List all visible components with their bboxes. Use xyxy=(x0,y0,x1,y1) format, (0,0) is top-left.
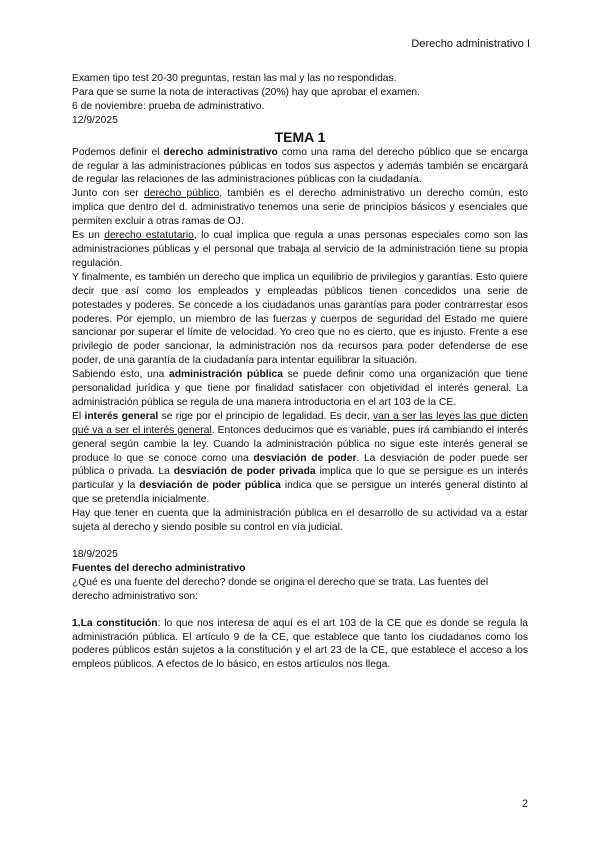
bold-term: desviación de poder xyxy=(253,452,357,464)
paragraph-constitution xyxy=(72,617,528,673)
text-run: El xyxy=(72,410,85,422)
bold-term: administración pública xyxy=(168,369,283,381)
text-run: implica que lo que se persigue es un interés particular y la xyxy=(72,466,528,492)
spacer xyxy=(72,535,528,548)
grading-info-line: Para que se sume la nota de interactivas (20%) hay que aprobar el examen. xyxy=(72,86,421,98)
session-date: 18/9/2025 xyxy=(72,549,118,560)
test-date-line: 6 de noviembre: prueba de administrativo. xyxy=(72,100,265,112)
text-run: , también es el derecho administrativo un derecho común, esto implica que dentro del d. administrativo tenemos una serie de principios básicos y esenciales que permiten excluir a otras ramas de OJ. xyxy=(72,188,528,228)
text-run: . La desviación de poder puede ser pública o privada. La xyxy=(72,452,528,478)
page-number: 2 xyxy=(521,798,528,810)
text-run: se puede definir como una organización que tiene personalidad jurídica y que tiene por finalidad satisfacer con objetividad el interés general. La administración pública se regula de una manera introductoria en el art 103 de la CE. xyxy=(72,369,528,408)
paragraph-sources-intro: ¿Qué es una fuente del derecho? donde se origina el derecho que se trata. Las fuentes del derecho administrativo son: xyxy=(72,576,489,602)
section-heading xyxy=(72,562,528,576)
paragraph-judicial-control: Hay que tener en cuenta que la administración pública en el desarrollo de su actividad va a estar sujeta al derecho y siendo posible su control en vía judicial. xyxy=(72,508,528,534)
bold-term: 1.La constitución xyxy=(72,617,158,629)
bold-term: desviación de poder privada xyxy=(173,466,316,478)
exam-info-line: Examen tipo test 20-30 preguntas, restan las mal y las no respondidas. xyxy=(72,73,397,84)
text-run: , lo cual implica que regula a unas personas especiales como son las administraciones públicas y el personal que trabaja al servicio de la administración tiene su propia regulación. xyxy=(72,230,528,269)
underlined-term: derecho público xyxy=(144,188,220,200)
text-run: Junto con ser xyxy=(72,188,145,200)
text-run: Es un xyxy=(72,230,105,242)
paragraph-statutory xyxy=(72,229,528,271)
bold-term: derecho administrativo xyxy=(163,146,278,158)
spacer xyxy=(72,604,528,617)
session-date: 12/9/2025 xyxy=(72,114,118,126)
bold-term: desviación de poder pública xyxy=(139,480,281,492)
text-run: como una rama del derecho público que se encarga de regular a las administraciones públicas en todos sus aspectos y además también se encargará de regular las relaciones de las administraciones públicas con la ciudadanía. xyxy=(72,146,528,186)
underlined-term: van a ser las leyes las que dicten qué va a ser el interés general xyxy=(72,410,528,436)
heading-text: Fuentes del derecho administrativo xyxy=(72,562,246,574)
section-title: TEMA 1 xyxy=(274,128,326,145)
underlined-term: derecho estatutario xyxy=(104,230,194,242)
text-run: Sabiendo esto, una xyxy=(72,369,169,381)
text-run: se rige por el principio de legalidad. Es decir, xyxy=(158,410,374,422)
running-header: Derecho administrativo I xyxy=(411,38,530,50)
paragraph-public-administration xyxy=(72,368,528,410)
bold-term: interés general xyxy=(84,410,159,422)
text-run: : lo que nos interesa de aquí es el art 103 de la CE que es donde se regula la administración pública. El artículo 9 de la CE, que establece que tanto los ciudadanos como los poderes públicos están sujetos a la constitución y el art 23 de la CE, que establece el acceso a los empleos públicos. A efectos de lo básico, en estos artículos nos llega. xyxy=(72,617,528,671)
text-run: indica que se persigue un interés general distinto al que se pretendía inicialmente. xyxy=(72,480,528,506)
text-run: Podemos definir el xyxy=(72,146,164,158)
text-run: . Entonces deducimos que es variable, pues irá cambiando el interés general según cambie la ley. Cuando la administración pública no sigue este interés general se produce lo que se conoce como una xyxy=(72,424,528,464)
paragraph-common-law xyxy=(72,187,528,229)
paragraph-definition xyxy=(72,146,528,188)
paragraph-general-interest xyxy=(72,410,528,507)
paragraph-privileges: Y finalmente, es también un derecho que implica un equilibrio de privilegios y garantías. Esto quiere decir que así como los empleados y empleadas públicos tienen concedidos una serie de potestades y poderes. Se concede a los ciudadanos unas garantías para poder contrarrestar esos poderes. Por ejemplo, un miembro de las fuerzas y cuerpos de seguridad del Estado me quiere sancionar por superar el límite de velocidad. Yo creo que no es cierto, que es injusto. Frente a ese privilegio de poder sancionar, la administración nos da recursos para poder defenderse de ese poder, de una garantía de la ciudadanía para intentar equilibrar la situación. xyxy=(72,271,528,367)
page-content xyxy=(72,72,528,672)
